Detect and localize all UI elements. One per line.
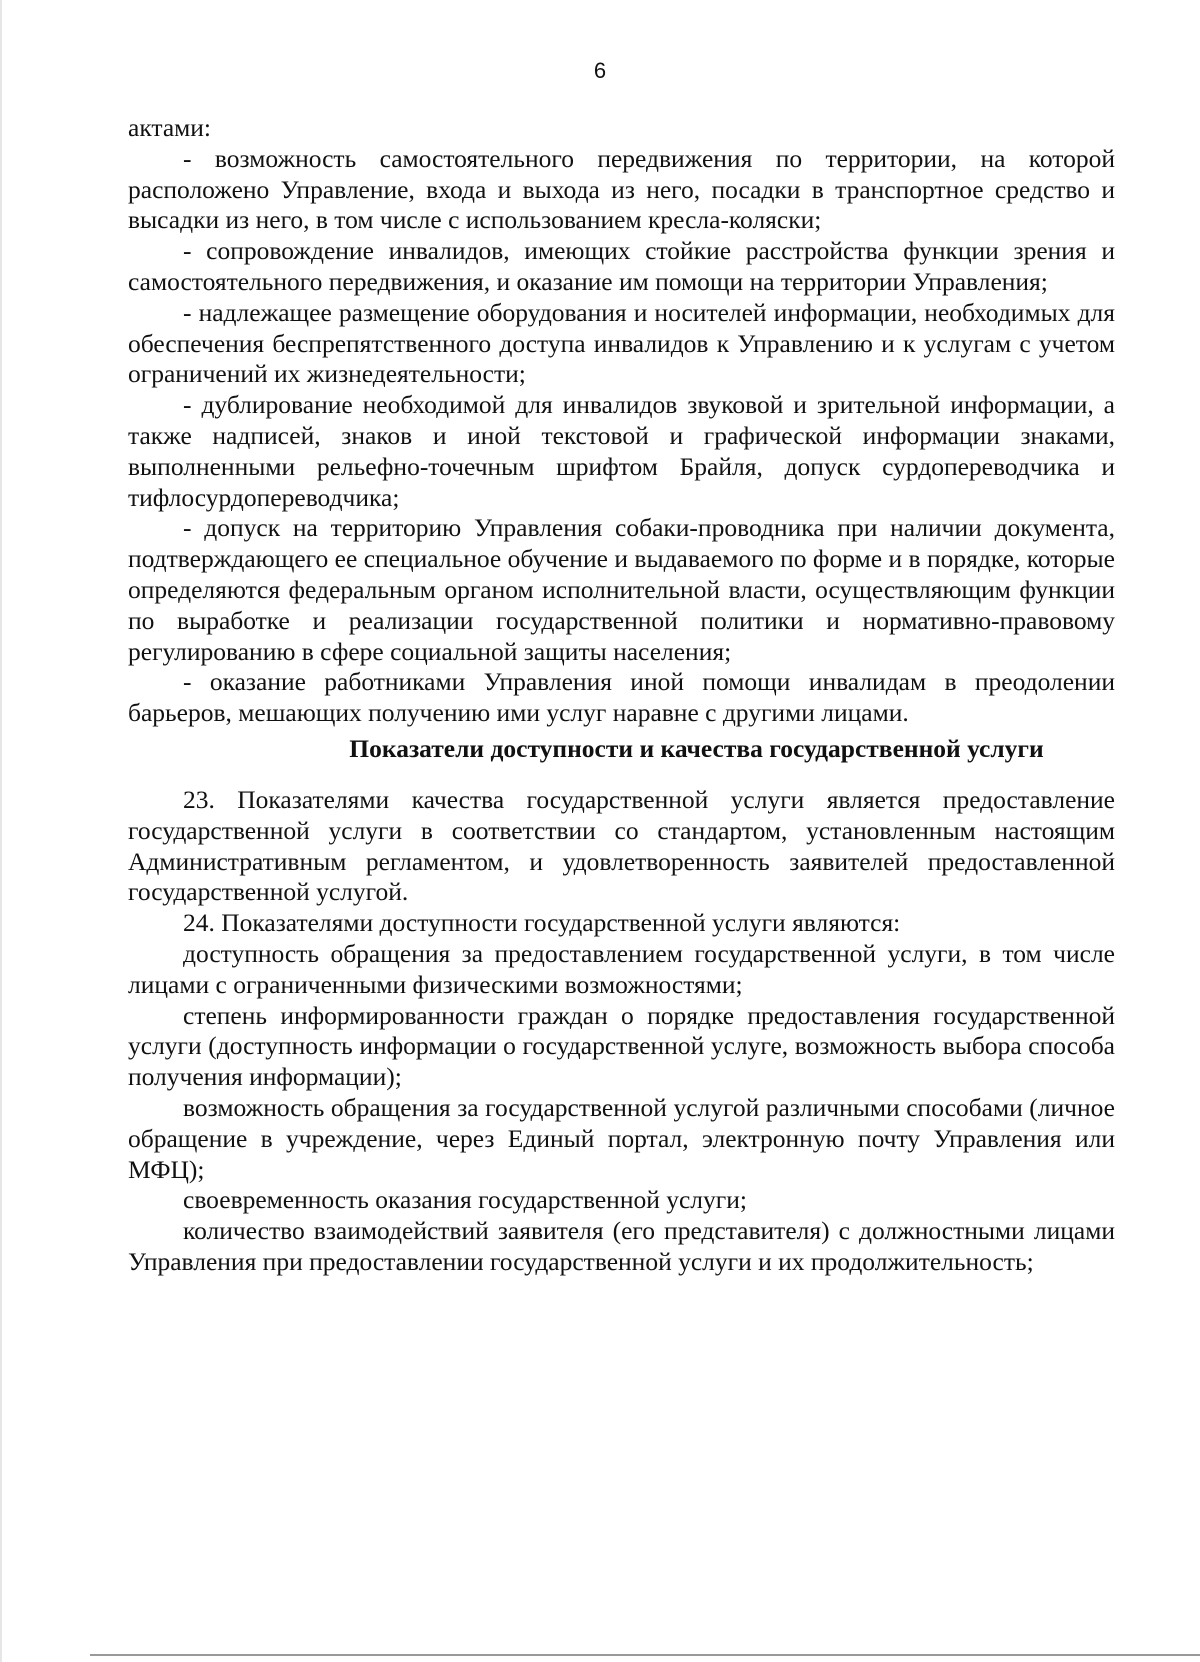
paragraph: доступность обращения за предоставлением государственной услуги, в том числе лицами с ограниченными физическими возможностями; [128, 938, 1115, 999]
document-body [128, 113, 1115, 1278]
scan-bottom-edge [90, 1654, 1200, 1656]
paragraph: - дублирование необходимой для инвалидов звуковой и зрительной информации, а также надписей, знаков и иной текстовой и графической информации знаками, выполненными рельефно-точечным шрифтом Брайля, допуск сурдопереводчика и тифлосурдопереводчика; [128, 390, 1115, 512]
paragraph: количество взаимодействий заявителя (его представителя) с должностными лицами Управления при предоставлении государственной услуги и их продолжительность; [128, 1216, 1115, 1276]
scan-edge [0, 0, 2, 1662]
paragraph: - сопровождение инвалидов, имеющих стойкие расстройства функции зрения и самостоятельного передвижения, и оказание им помощи на территории Управления; [128, 236, 1115, 296]
paragraph: 23. Показателями качества государственной услуги является предоставление государственной услуги в соответствии со стандартом, установленным настоящим Административным регламентом, и удовлетворенность заявителей предоставленной государственной услугой. [128, 784, 1115, 907]
paragraph: степень информированности граждан о порядке предоставления государственной услуги (доступность информации о государственной услуге, возможность выбора способа получения информации); [128, 1000, 1115, 1092]
page-number: 6 [593, 58, 607, 83]
paragraph: актами: [128, 113, 212, 142]
paragraph: - допуск на территорию Управления собаки-проводника при наличии документа, подтверждающего ее специальное обучение и выдаваемого по форме и в порядке, которые определяются федеральным органом исполнительной власти, осуществляющим функции по выработке и реализации государственной политики и нормативно-правовому регулированию в сфере социальной защиты населения; [128, 513, 1115, 666]
paragraph: 24. Показателями доступности государственной услуги являются: [183, 908, 901, 938]
paragraph: своевременность оказания государственной услуги; [183, 1185, 747, 1215]
section-heading: Показатели доступности и качества государственной услуги [349, 733, 1044, 763]
paragraph: возможность обращения за государственной услугой различными способами (личное обращение в учреждение, через Единый портал, электронную почту Управления или МФЦ); [128, 1092, 1115, 1184]
paragraph: - возможность самостоятельного передвижения по территории, на которой расположено Управление, входа и выхода из него, посадки в транспортное средство и высадки из него, в том числе с использованием кресла-коляски; [128, 143, 1115, 235]
paragraph: - оказание работниками Управления иной помощи инвалидам в преодолении барьеров, мешающих получению ими услуг наравне с другими лицами. [128, 667, 1115, 728]
paragraph: - надлежащее размещение оборудования и носителей информации, необходимых для обеспечения беспрепятственного доступа инвалидов к Управлению и к услугам с учетом ограничений их жизнедеятельности; [128, 297, 1115, 389]
